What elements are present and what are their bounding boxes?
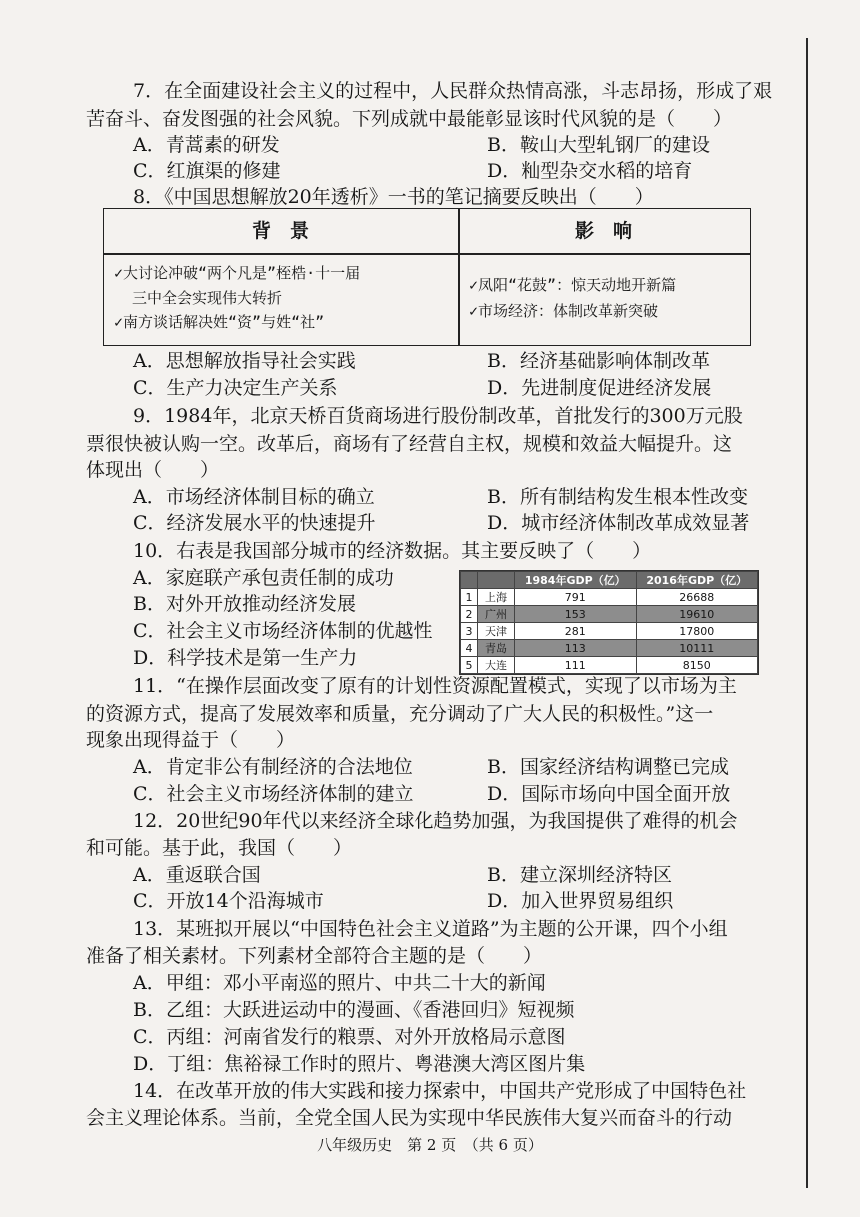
q11-option-a: A．肯定非公有制经济的合法地位 (133, 756, 413, 778)
gdp-row (461, 640, 758, 657)
gdp-1984-value: 791 (515, 589, 637, 606)
q13-stem-line1: 13．某班拟开展以“中国特色社会主义道路”为主题的公开课，四个小组 (133, 918, 728, 940)
q9-option-c: C．经济发展水平的快速提升 (133, 512, 376, 534)
gdp-2016-value: 19610 (636, 606, 758, 623)
q8-table-header-rule (103, 253, 751, 255)
q7-stem-line2: 苦奋斗、奋发图强的社会风貌。下列成就中最能彰显该时代风貌的是（ ） (86, 108, 733, 130)
gdp-rank: 5 (461, 657, 478, 674)
gdp-header-cell (461, 572, 478, 589)
q9-stem-line3: 体现出（ ） (86, 459, 220, 481)
q11-stem-line1: 11．“在操作层面改变了原有的计划性资源配置模式，实现了以市场为主 (133, 675, 737, 697)
q13-option-a: A．甲组：邓小平南巡的照片、中共二十大的新闻 (133, 972, 546, 994)
q7-option-d: D．籼型杂交水稻的培育 (487, 160, 693, 182)
q7-option-c: C．红旗渠的修建 (133, 160, 281, 182)
q11-stem-line2: 的资源方式，提高了发展效率和质量，充分调动了广大人民的积极性。”这一 (86, 703, 714, 725)
q14-stem-line2: 会主义理论体系。当前，全党全国人民为实现中华民族伟大复兴而奋斗的行动 (86, 1107, 733, 1129)
q10-option-c: C．社会主义市场经济体制的优越性 (133, 620, 433, 642)
q11-option-d: D．国际市场向中国全面开放 (487, 783, 731, 805)
q9-stem-line1: 9．1984年，北京天桥百货商场进行股份制改革，首批发行的300万元股 (133, 405, 743, 427)
q8-option-d: D．先进制度促进经济发展 (487, 377, 712, 399)
q8-table-left-line1: ✓大讨论冲破“两个凡是”桎梏·十一届 (114, 264, 361, 282)
gdp-1984-value: 281 (515, 623, 637, 640)
gdp-header-row (461, 572, 758, 589)
gdp-rank: 1 (461, 589, 478, 606)
q8-stem-line1: 8．《中国思想解放20年透析》一书的笔记摘要反映出（ ） (133, 186, 654, 208)
q8-option-a: A．思想解放指导社会实践 (133, 350, 356, 372)
q13-stem-line2: 准备了相关素材。下列素材全部符合主题的是（ ） (86, 945, 543, 967)
q10-option-d: D．科学技术是第一生产力 (133, 647, 358, 669)
gdp-header-cell (478, 572, 515, 589)
page-footer: 八年级历史 第 2 页 （共 6 页） (317, 1136, 543, 1154)
gdp-city: 大连 (478, 657, 515, 674)
q12-option-d: D．加入世界贸易组织 (487, 890, 674, 912)
q9-option-a: A．市场经济体制目标的确立 (133, 486, 375, 508)
q12-option-c: C．开放14个沿海城市 (133, 890, 324, 912)
q12-stem-line1: 12．20世纪90年代以来经济全球化趋势加强，为我国提供了难得的机会 (133, 810, 738, 832)
q10-stem-line1: 10．右表是我国部分城市的经济数据。其主要反映了（ ） (133, 540, 652, 562)
page-edge-line (806, 38, 808, 1188)
gdp-rank: 2 (461, 606, 478, 623)
gdp-2016-value: 17800 (636, 623, 758, 640)
q11-stem-line3: 现象出现得益于（ ） (86, 729, 296, 751)
q10-option-b: B．对外开放推动经济发展 (133, 593, 356, 615)
gdp-row (461, 657, 758, 674)
gdp-1984-value: 111 (515, 657, 637, 674)
q8-option-b: B．经济基础影响体制改革 (487, 350, 710, 372)
gdp-header-1984: 1984年GDP（亿） (515, 572, 637, 589)
gdp-city: 天津 (478, 623, 515, 640)
gdp-2016-value: 10111 (636, 640, 758, 657)
gdp-row (461, 623, 758, 640)
gdp-row (461, 606, 758, 623)
q13-option-b: B．乙组：大跃进运动中的漫画、《香港回归》短视频 (133, 999, 575, 1021)
gdp-rank: 4 (461, 640, 478, 657)
q12-option-b: B．建立深圳经济特区 (487, 864, 672, 886)
gdp-city: 上海 (478, 589, 515, 606)
q14-stem-line1: 14．在改革开放的伟大实践和接力探索中，中国共产党形成了中国特色社 (133, 1080, 747, 1102)
q12-stem-line2: 和可能。基于此，我国（ ） (86, 837, 353, 859)
q8-table-header-background: 背 景 (252, 220, 310, 242)
q9-stem-line2: 票很快被认购一空。改革后，商场有了经营自主权，规模和效益大幅提升。这 (86, 433, 733, 455)
gdp-rank: 3 (461, 623, 478, 640)
gdp-city: 青岛 (478, 640, 515, 657)
gdp-header-2016: 2016年GDP（亿） (636, 572, 758, 589)
q8-table-right-line1: ✓凤阳“花鼓”：惊天动地开新篇 (469, 276, 677, 294)
q8-table-right-line2: ✓市场经济：体制改革新突破 (469, 302, 659, 320)
q12-option-a: A．重返联合国 (133, 864, 261, 886)
q7-option-b: B．鞍山大型轧钢厂的建设 (487, 134, 710, 156)
q9-option-b: B．所有制结构发生根本性改变 (487, 486, 748, 508)
gdp-1984-value: 113 (515, 640, 637, 657)
q8-table-left-line2: 三中全会实现伟大转折 (132, 289, 283, 307)
gdp-2016-value: 8150 (636, 657, 758, 674)
q13-option-d: D．丁组：焦裕禄工作时的照片、粤港澳大湾区图片集 (133, 1053, 586, 1075)
gdp-table (459, 570, 759, 675)
q13-option-c: C．丙组：河南省发行的粮票、对外开放格局示意图 (133, 1026, 566, 1048)
q8-table-header-impact: 影 响 (575, 220, 633, 242)
q8-table-divider (458, 208, 460, 346)
gdp-city: 广州 (478, 606, 515, 623)
q7-stem-line1: 7．在全面建设社会主义的过程中，人民群众热情高涨，斗志昂扬，形成了艰 (133, 80, 773, 102)
gdp-2016-value: 26688 (636, 589, 758, 606)
q7-option-a: A．青蒿素的研发 (133, 134, 280, 156)
gdp-row (461, 589, 758, 606)
q9-option-d: D．城市经济体制改革成效显著 (487, 512, 750, 534)
q11-option-b: B．国家经济结构调整已完成 (487, 756, 729, 778)
q8-table-left-line3: ✓南方谈话解决姓“资”与姓“社” (114, 313, 325, 331)
q8-option-c: C．生产力决定生产关系 (133, 377, 338, 399)
gdp-1984-value: 153 (515, 606, 637, 623)
q11-option-c: C．社会主义市场经济体制的建立 (133, 783, 414, 805)
q10-option-a: A．家庭联产承包责任制的成功 (133, 567, 394, 589)
